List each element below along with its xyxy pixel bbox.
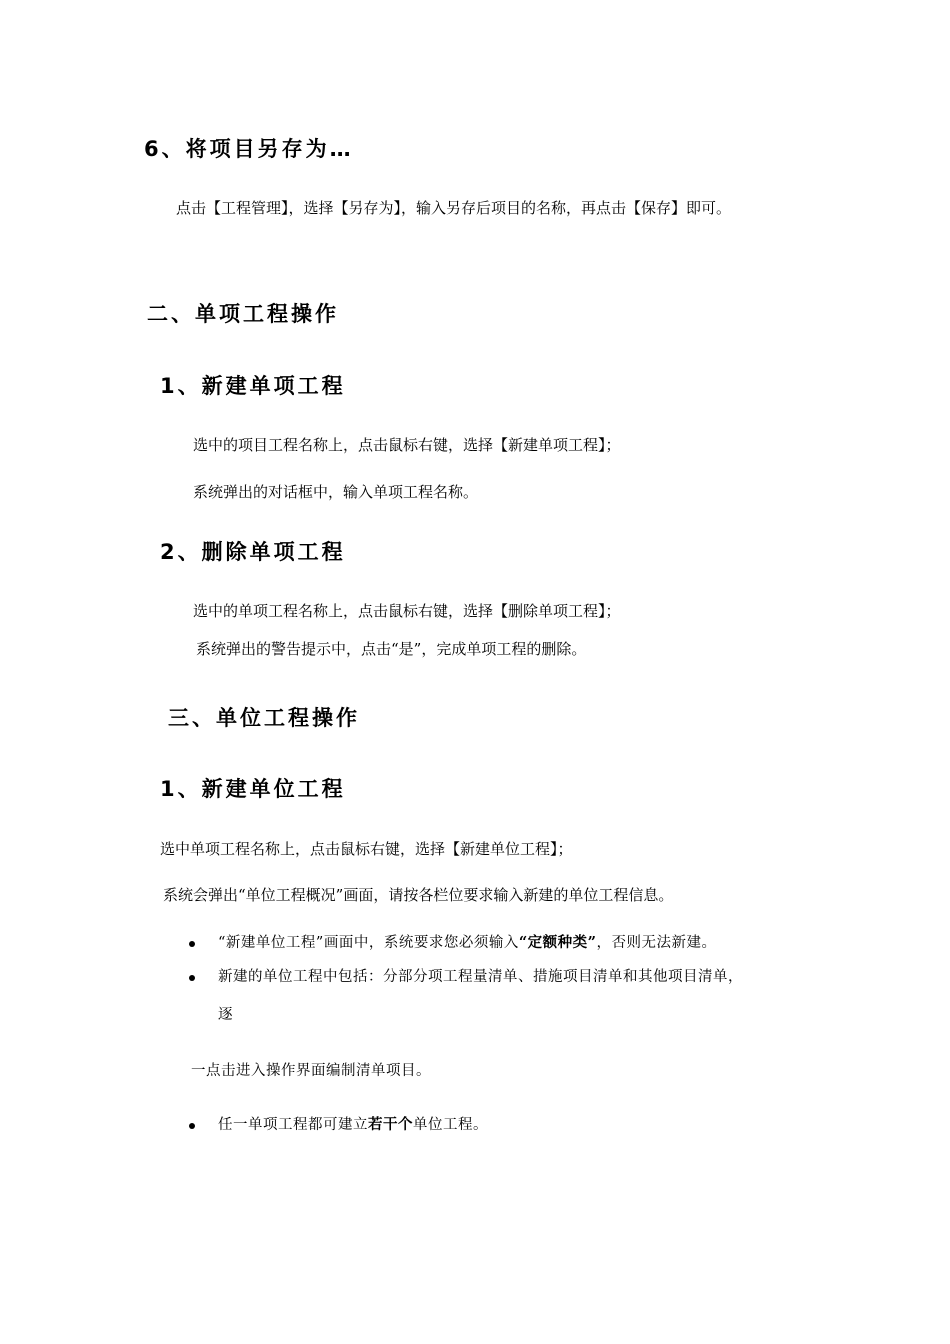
bullet-icon — [189, 941, 195, 947]
bullet-text: 单位工程。 — [413, 1117, 488, 1133]
bullet-icon — [189, 975, 195, 981]
bullet-text: ，否则无法新建。 — [596, 935, 717, 951]
bullet-unit-contents-line1: 新建的单位工程中包括：分部分项工程量清单、措施项目清单和其他项目清单， — [218, 969, 743, 985]
paragraph-unit-contents-continued: 一点击进入操作界面编制清单项目。 — [191, 1063, 431, 1079]
paragraph-delete-single-step2: 系统弹出的警告提示中，点击“是”，完成单项工程的删除。 — [196, 640, 587, 658]
paragraph-save-as-instructions: 点击【工程管理】，选择【另存为】，输入另存后项目的名称，再点击【保存】即可。 — [176, 199, 732, 217]
bullet-icon — [189, 1123, 195, 1129]
heading-single-project-operations: 二、单项工程操作 — [147, 302, 339, 326]
heading-new-single-project: 1、新建单项工程 — [160, 374, 346, 398]
heading-save-project-as: 6、将项目另存为… — [144, 137, 354, 161]
heading-new-unit-project: 1、新建单位工程 — [160, 777, 346, 801]
paragraph-new-unit-step1: 选中单项工程名称上，点击鼠标右键，选择【新建单位工程】； — [160, 840, 573, 858]
bullet-text: “新建单位工程”画面中，系统要求您必须输入 — [218, 935, 519, 951]
bullet-emphasis: “定额种类” — [518, 934, 597, 951]
heading-unit-project-operations: 三、单位工程操作 — [168, 706, 360, 730]
bullet-text: 任一单项工程都可建立 — [218, 1117, 368, 1133]
bullet-emphasis: 若干个 — [368, 1116, 413, 1133]
paragraph-new-single-step2: 系统弹出的对话框中，输入单项工程名称。 — [193, 483, 479, 501]
heading-delete-single-project: 2、删除单项工程 — [160, 540, 346, 564]
bullet-quota-type-required — [218, 936, 717, 951]
paragraph-new-unit-step2: 系统会弹出“单位工程概况”画面，请按各栏位要求输入新建的单位工程信息。 — [163, 886, 674, 904]
bullet-multiple-units — [218, 1118, 488, 1133]
paragraph-delete-single-step1: 选中的单项工程名称上，点击鼠标右键，选择【删除单项工程】； — [193, 602, 621, 620]
paragraph-new-single-step1: 选中的项目工程名称上，点击鼠标右键，选择【新建单项工程】； — [193, 436, 621, 454]
bullet-unit-contents-line2: 逐 — [218, 1007, 233, 1023]
